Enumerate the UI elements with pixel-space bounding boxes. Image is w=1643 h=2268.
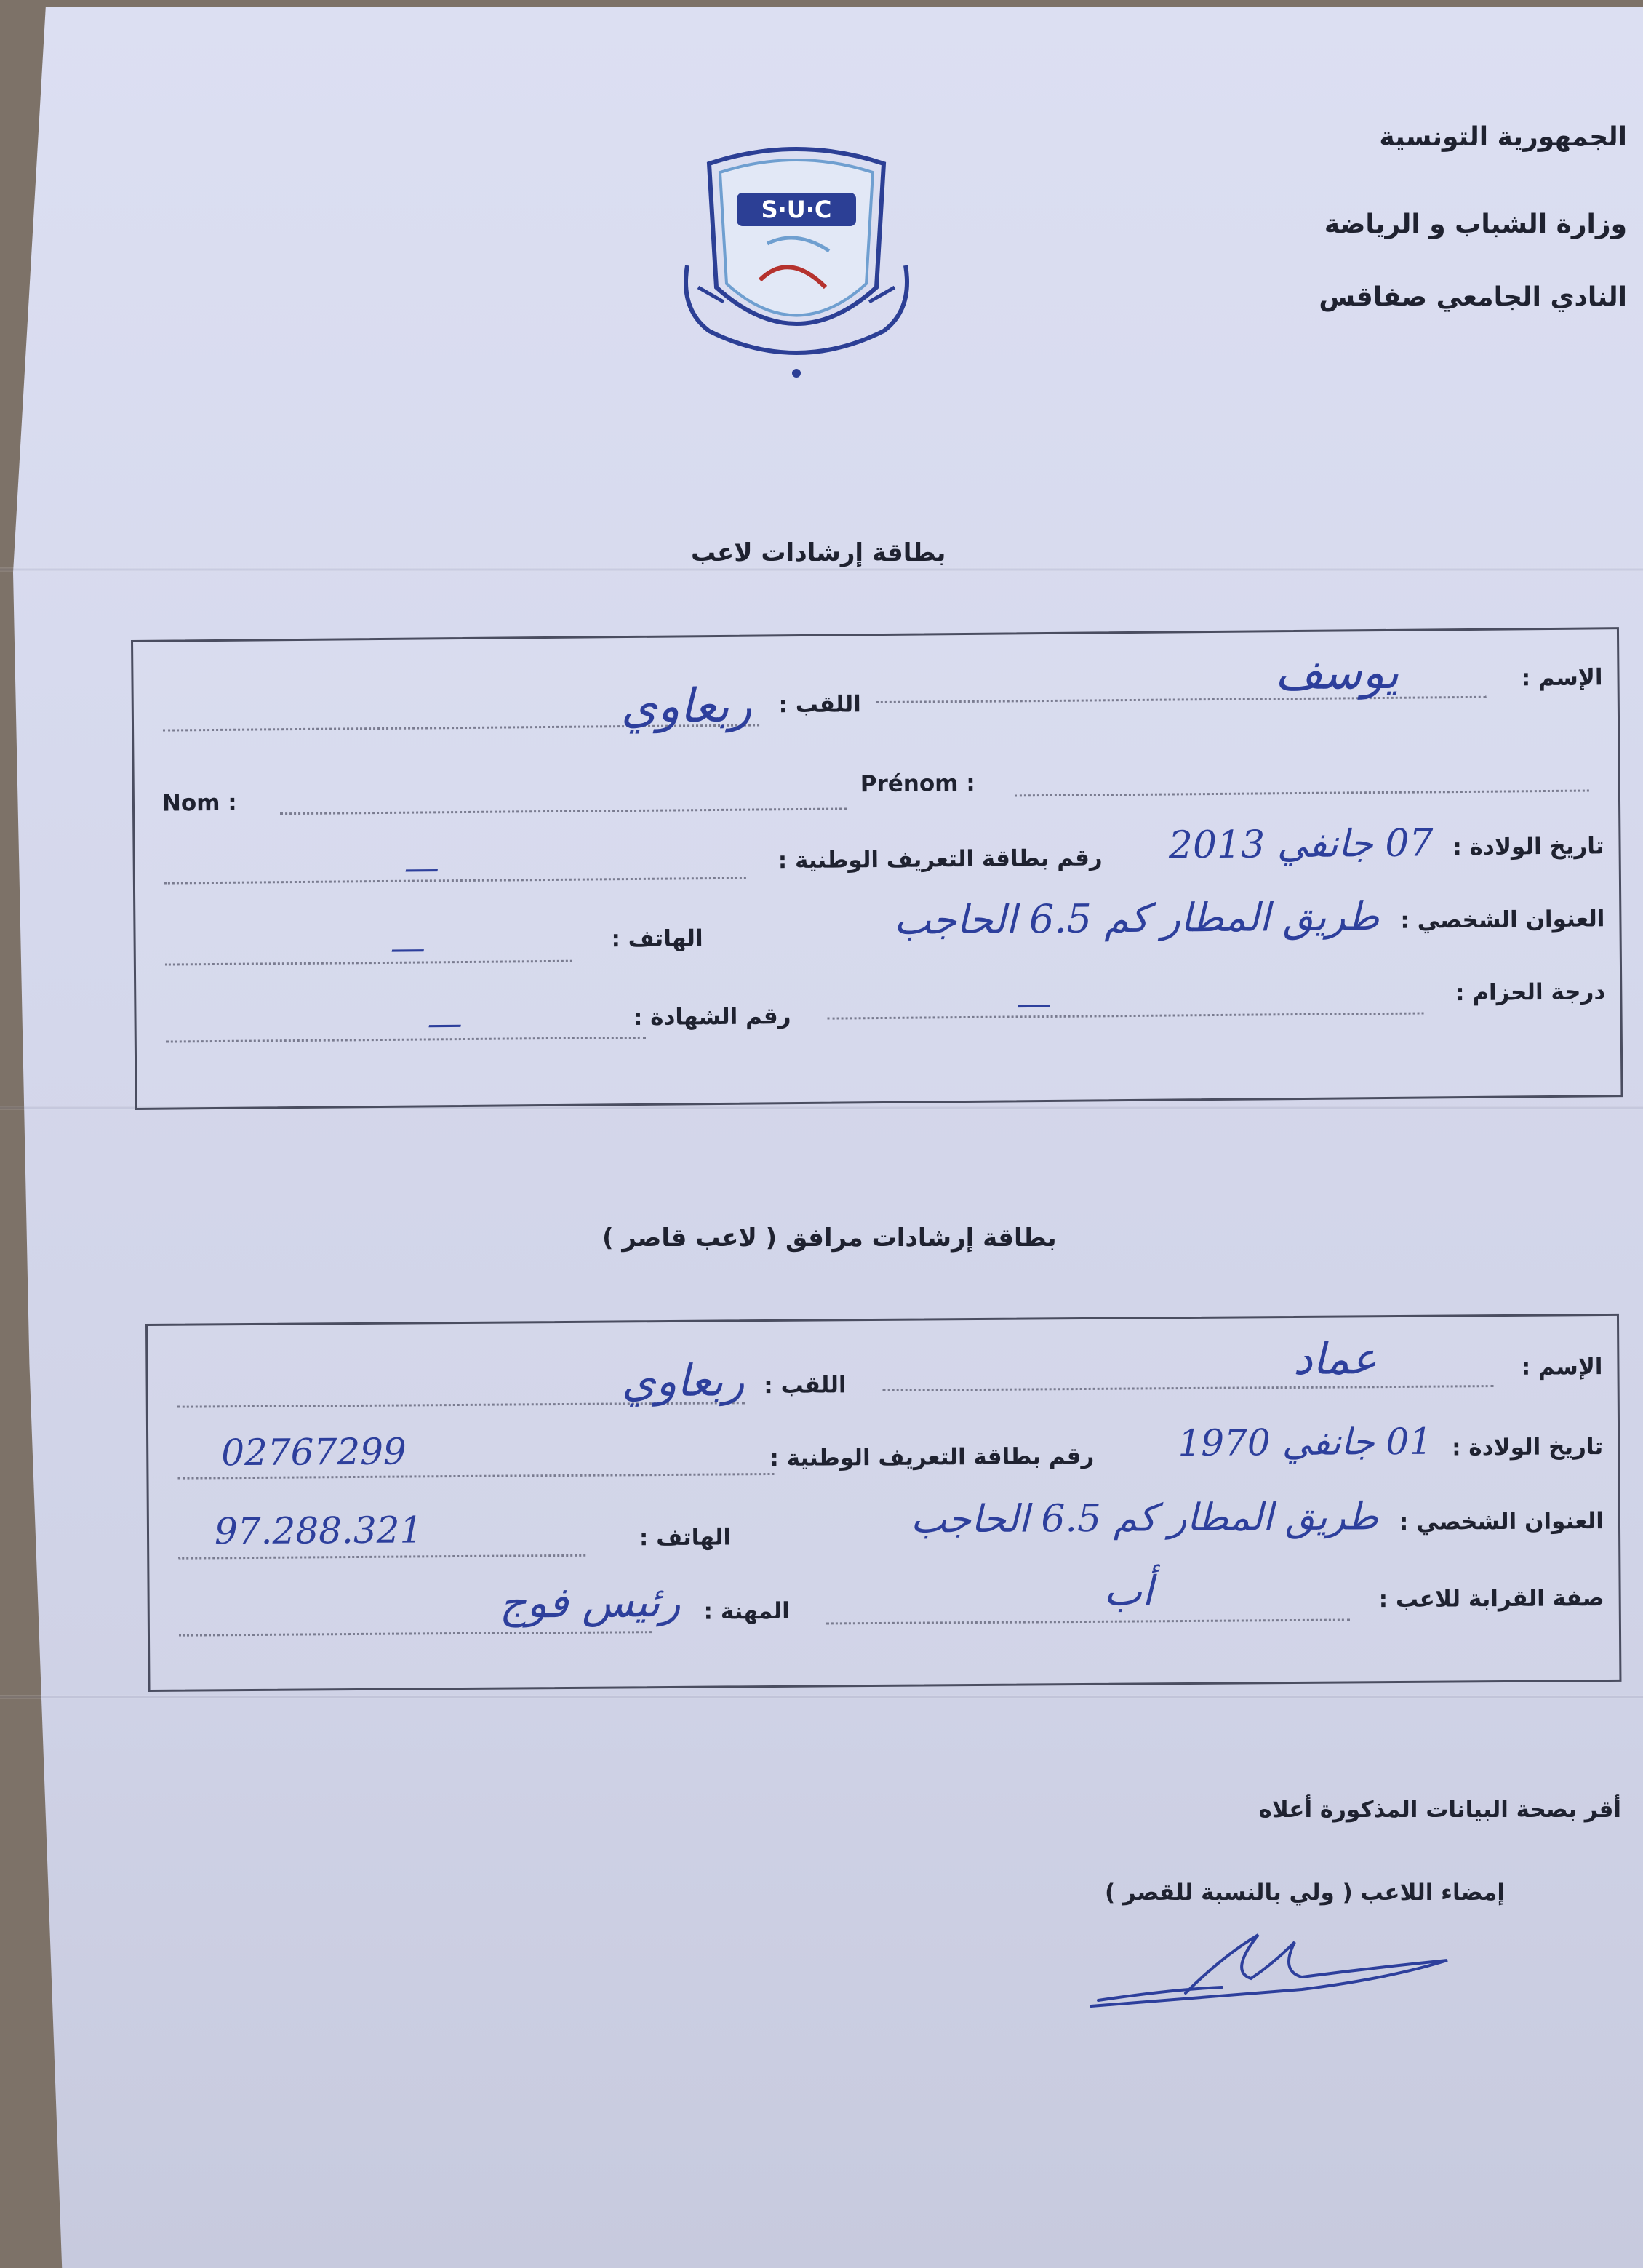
player-address-label: العنوان الشخصي :: [1400, 906, 1605, 934]
certificate-no-label: رقم الشهادة :: [633, 1003, 791, 1031]
player-first-name-label: الإسم :: [1521, 664, 1603, 692]
player-last-name-label: اللقب :: [778, 691, 861, 719]
companion-address-label: العنوان الشخصي :: [1399, 1508, 1604, 1536]
companion-last-name-label: اللقب :: [764, 1372, 847, 1399]
relationship-label: صفة القرابة للاعب :: [1378, 1585, 1604, 1613]
belt-grade-line[interactable]: [828, 1013, 1424, 1020]
logo-letters: S·U·C: [761, 196, 832, 223]
profession-label: المهنة :: [703, 1597, 790, 1625]
relationship-value: أب: [1103, 1568, 1154, 1616]
player-card-box: [131, 627, 1623, 1110]
profession-value: رئيس فوج: [499, 1576, 681, 1628]
signature: [1084, 1920, 1462, 2015]
companion-card-box: [145, 1314, 1621, 1692]
companion-phone-label: الهاتف :: [639, 1524, 732, 1552]
companion-first-name-line[interactable]: [883, 1385, 1494, 1391]
nom-line[interactable]: [280, 807, 847, 815]
companion-phone-value: 97.288.321: [214, 1509, 423, 1553]
player-birth-date-label: تاريخ الولادة :: [1452, 833, 1604, 861]
companion-national-id-line[interactable]: [177, 1473, 774, 1480]
player-card-title: بطاقة إرشادات لاعب: [691, 538, 946, 567]
player-national-id-line[interactable]: [164, 877, 746, 885]
certificate-no-value: —: [427, 1003, 463, 1045]
header-republic: الجمهورية التونسية: [1379, 122, 1627, 152]
player-phone-label: الهاتف :: [611, 925, 703, 953]
nom-label: Nom :: [161, 789, 237, 817]
companion-card-title: بطاقة إرشادات مرافق ( لاعب قاصر ): [602, 1223, 1057, 1253]
companion-first-name-label: الإسم :: [1521, 1354, 1603, 1381]
player-birth-date-value: 07 جانفي 2013: [1168, 821, 1434, 868]
companion-birth-date-label: تاريخ الولادة :: [1452, 1434, 1604, 1461]
prenom-line[interactable]: [1015, 790, 1589, 797]
player-national-id-value: —: [404, 847, 439, 889]
declaration-text: أقر بصحة البيانات المذكورة أعلاه: [1258, 1797, 1621, 1823]
companion-first-name-value: عماد: [1292, 1333, 1378, 1385]
signature-label: إمضاء اللاعب ( ولي بالنسبة للقصر ): [1104, 1880, 1505, 1906]
player-last-name-value: ربعاوي: [620, 679, 753, 735]
companion-birth-date-value: 01 جانفي 1970: [1178, 1420, 1433, 1465]
profession-line[interactable]: [179, 1631, 652, 1637]
belt-grade-value: —: [1016, 983, 1052, 1025]
companion-phone-line[interactable]: [178, 1554, 585, 1560]
header-club: النادي الجامعي صفاقس: [1319, 282, 1627, 312]
paper-fold: [0, 567, 1643, 572]
companion-address-value: طريق المطار كم 6.5 الحاجب: [910, 1495, 1379, 1542]
belt-grade-label: درجة الحزام :: [1455, 978, 1606, 1007]
club-logo: [680, 142, 913, 389]
prenom-label: Prénom :: [860, 770, 975, 798]
player-phone-value: —: [390, 927, 425, 969]
certificate-no-line[interactable]: [166, 1037, 646, 1043]
player-address-value: طريق المطار كم 6.5 الحاجب: [893, 893, 1380, 943]
header-ministry: وزارة الشباب و الرياضة: [1324, 209, 1627, 239]
companion-national-id-value: 02767299: [221, 1430, 407, 1474]
paper-fold: [0, 1695, 1643, 1699]
player-national-id-label: رقم بطاقة التعريف الوطنية :: [777, 844, 1103, 874]
companion-last-name-value: ربعاوي: [621, 1355, 745, 1407]
player-phone-line[interactable]: [165, 960, 572, 966]
companion-national-id-label: رقم بطاقة التعريف الوطنية :: [769, 1442, 1095, 1472]
player-first-name-value: يوسف: [1274, 645, 1399, 701]
relationship-line[interactable]: [826, 1618, 1350, 1624]
